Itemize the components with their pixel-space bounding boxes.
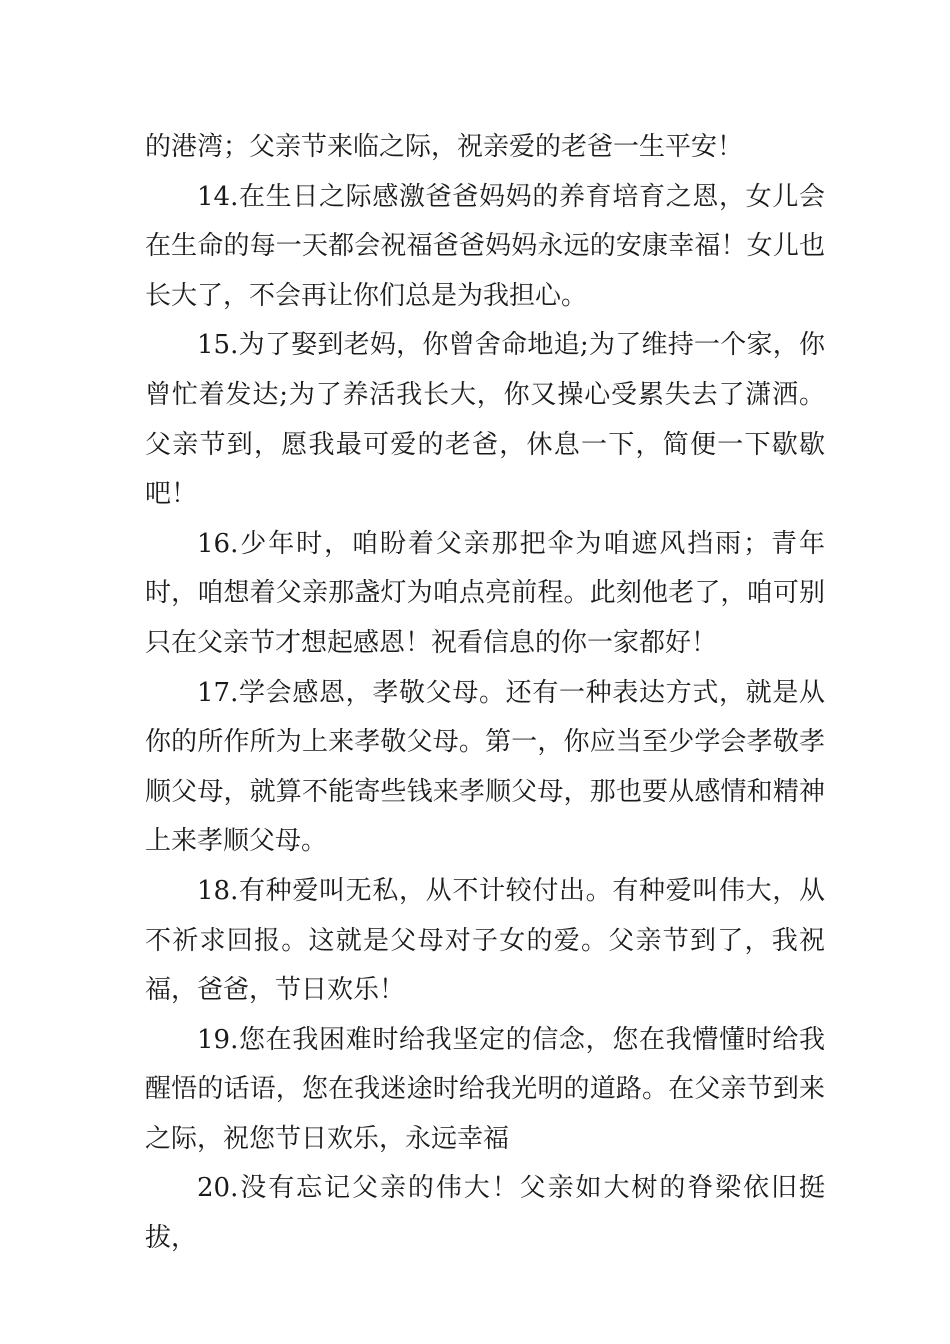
paragraph-13-continued: 的港湾；父亲节来临之际，祝亲爱的老爸一生平安！ <box>145 132 744 162</box>
paragraph-19: 19.您在我困难时给我坚定的信念，您在我懵懂时给我醒悟的话语，您在我迷途时给我光明的道路。在父亲节到来之际，祝您节日欢乐，永远幸福 <box>145 1024 825 1154</box>
paragraph-20: 20.没有忘记父亲的伟大！父亲如大树的脊梁依旧挺拔， <box>145 1173 825 1254</box>
paragraph-15: 15.为了娶到老妈，你曾舍命地追;为了维持一个家，你曾忙着发达;为了养活我长大，你又操心受累失去了潇洒。父亲节到，愿我最可爱的老爸，休息一下，简便一下歇歇吧！ <box>145 330 825 510</box>
paragraph-14: 14.在生日之际感激爸爸妈妈的养育培育之恩，女儿会在生命的每一天都会祝福爸爸妈妈永远的安康幸福！女儿也长大了，不会再让你们总是为我担心。 <box>145 181 825 311</box>
paragraph-16: 16.少年时，咱盼着父亲那把伞为咱遮风挡雨；青年时，咱想着父亲那盏灯为咱点亮前程。此刻他老了，咱可别只在父亲节才想起感恩！祝看信息的你一家都好！ <box>145 528 825 658</box>
paragraph-18: 18.有种爱叫无私，从不计较付出。有种爱叫伟大，从不祈求回报。这就是父母对子女的爱。父亲节到了，我祝福，爸爸，节日欢乐！ <box>145 875 825 1006</box>
paragraph-17: 17.学会感恩，孝敬父母。还有一种表达方式，就是从你的所作所为上来孝敬父母。第一，你应当至少学会孝敬孝顺父母，就算不能寄些钱来孝顺父母，那也要从感情和精神上来孝顺父母。 <box>145 677 825 857</box>
document-body <box>145 123 825 1264</box>
